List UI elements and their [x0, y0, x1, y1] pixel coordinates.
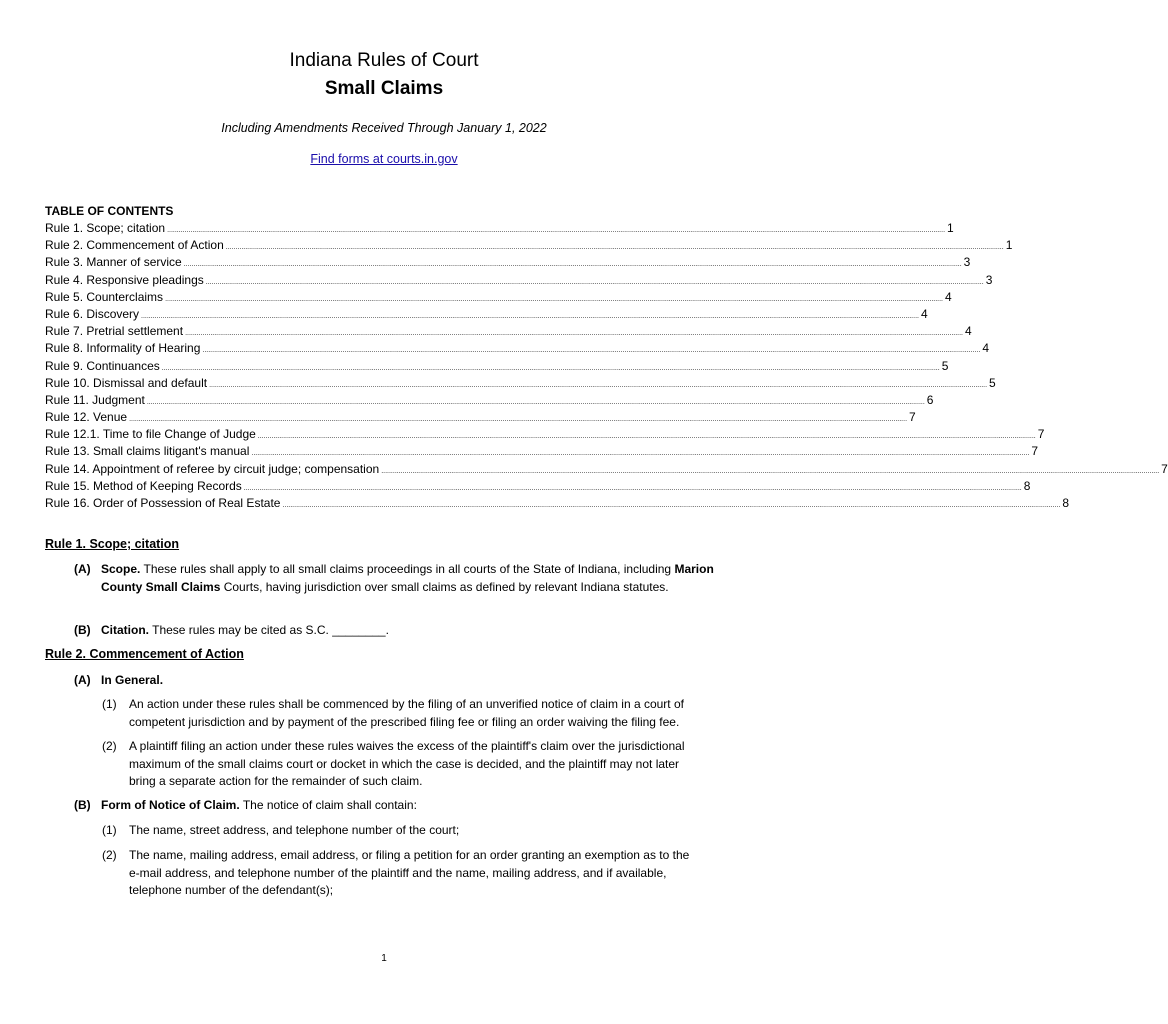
rule-2-b-title: Form of Notice of Claim.: [101, 798, 240, 812]
toc-entry-page: 4: [982, 341, 990, 356]
rule-1-b-title: Citation.: [101, 623, 149, 637]
rule-2-a-item-2-line3: bring a separate action for the remainder of such claim.: [129, 774, 423, 788]
rule-1-a-text3: statutes.: [623, 579, 669, 594]
toc-entry[interactable]: [45, 358, 949, 375]
toc-dot-leader: ................................................................................................................................................................................................................................................................................................................................................................................................................: [209, 381, 988, 389]
toc-dot-leader: ................................................................................................................................................................................................................................................................................................................................................................................................................: [282, 502, 1061, 509]
rule-2-a-marker: (A): [74, 673, 91, 687]
toc-entry-label: Rule 10. Dismissal and default: [45, 375, 208, 390]
toc-dot-leader: ................................................................................................................................................................................................................................................................................................................................................................................................................: [183, 261, 962, 269]
toc-entry-page: 4: [965, 324, 972, 339]
rule-2-b-text: The notice of claim shall contain:: [242, 798, 417, 812]
toc-entry-label: Rule 8. Informality of Hearing: [45, 341, 201, 356]
forms-link[interactable]: Find forms at courts.in.gov: [310, 152, 458, 166]
toc-entry[interactable]: [45, 495, 1070, 512]
toc-dot-leader: ................................................................................................................................................................................................................................................................................................................................................................................................................: [251, 450, 1030, 458]
rule-2-heading: Rule 2. Commencement of Action: [45, 647, 244, 661]
toc-entry-label: Rule 5. Counterclaims: [45, 289, 164, 304]
toc-entry-label: Rule 3. Manner of service: [45, 255, 182, 270]
page-number: 1: [381, 953, 387, 964]
toc-dot-leader: ................................................................................................................................................................................................................................................................................................................................................................................................................: [161, 364, 940, 372]
toc-entry-label: Rule 9. Continuances: [45, 358, 160, 373]
toc-entry-page: 4: [920, 306, 928, 321]
toc-dot-leader: ................................................................................................................................................................................................................................................................................................................................................................................................................: [202, 347, 981, 355]
toc-entry-page: 4: [945, 289, 952, 304]
toc-entry[interactable]: [45, 289, 952, 306]
toc-dot-leader: ................................................................................................................................................................................................................................................................................................................................................................................................................: [257, 433, 1036, 441]
toc-entry[interactable]: [45, 237, 1013, 254]
toc-entry[interactable]: [45, 409, 916, 426]
rule-1-heading: Rule 1. Scope; citation: [45, 537, 180, 551]
document-subtitle: Small Claims: [324, 78, 444, 99]
toc-entry-page: 7: [1161, 461, 1168, 476]
toc-entry-label: Rule 13. Small claims litigant's manual: [45, 444, 250, 459]
rule-2-a-item-2-line2: maximum of the small claims court or docket in which the case is decided, and the plaintiff may not later: [129, 756, 680, 771]
toc-dot-leader: ................................................................................................................................................................................................................................................................................................................................................................................................................: [381, 467, 1160, 475]
toc-entry[interactable]: [45, 306, 928, 323]
rule-2-b-item-1-line1: The name, street address, and telephone number of the court;: [129, 823, 460, 837]
toc-entry-label: Rule 2. Commencement of Action: [45, 238, 224, 253]
toc-entry[interactable]: [45, 461, 1168, 478]
toc-entry-label: Rule 11. Judgment: [45, 392, 145, 407]
toc-entry-label: Rule 6. Discovery: [45, 306, 140, 321]
toc-entry-page: 7: [1031, 444, 1038, 459]
toc-entry-page: 5: [989, 375, 996, 390]
toc-entry[interactable]: [45, 375, 996, 392]
toc-entry[interactable]: [45, 426, 1045, 443]
toc-list: [45, 220, 1168, 512]
rule-2-a-item-1-num: (1): [102, 697, 117, 711]
rule-1-b-text: These rules may be cited as S.C. ________.: [152, 623, 389, 637]
toc-entry[interactable]: [45, 323, 972, 340]
toc-entry-page: 8: [1062, 496, 1070, 510]
rule-1-b-marker: (B): [74, 623, 91, 637]
toc-heading: TABLE OF CONTENTS: [45, 204, 174, 218]
toc-entry-page: 1: [947, 221, 954, 235]
toc-entry-page: 6: [926, 392, 934, 407]
toc-entry-label: Rule 12. Venue: [45, 410, 128, 425]
toc-dot-leader: ................................................................................................................................................................................................................................................................................................................................................................................................................: [165, 295, 943, 303]
toc-entry-page: 7: [909, 410, 916, 425]
toc-entry-page: 7: [1037, 427, 1045, 442]
toc-entry-page: 1: [1005, 238, 1013, 253]
rule-2-a-item-1-line2: competent jurisdiction and by payment of the prescribed filing fee or filing an order waiving the filing fee.: [129, 714, 680, 729]
toc-entry-label: Rule 16. Order of Possession of Real Estate: [45, 496, 281, 510]
toc-entry-page: 5: [941, 358, 949, 373]
toc-entry[interactable]: [45, 443, 1038, 460]
toc-dot-leader: ................................................................................................................................................................................................................................................................................................................................................................................................................: [146, 398, 925, 406]
rule-2-b-item-2-line3: telephone number of the defendant(s);: [129, 883, 334, 897]
toc-entry[interactable]: [45, 340, 990, 357]
rule-1-a-text2: Courts, having jurisdiction over small claims as defined by relevant Indiana: [223, 579, 620, 594]
rule-2-b-item-2-line2: e-mail address, and telephone number of the plaintiff and the name, mailing address, and if available,: [129, 865, 667, 880]
toc-entry-label: Rule 12.1. Time to file Change of Judge: [45, 427, 256, 442]
toc-dot-leader: ................................................................................................................................................................................................................................................................................................................................................................................................................: [141, 312, 919, 320]
rule-2-a-item-2-num: (2): [102, 739, 117, 753]
toc-entry-label: Rule 15. Method of Keeping Records: [45, 478, 242, 493]
toc-dot-leader: ................................................................................................................................................................................................................................................................................................................................................................................................................: [129, 416, 908, 424]
toc-dot-leader: ................................................................................................................................................................................................................................................................................................................................................................................................................: [205, 278, 984, 286]
rule-2-a-item-2-line1: A plaintiff filing an action under these rules waives the excess of the plaintiff's claim over the jurisdictional: [129, 739, 685, 753]
rule-2-b-item-2-num: (2): [102, 848, 117, 862]
toc-entry-page: 3: [985, 272, 993, 287]
toc-entry-page: 3: [963, 255, 971, 270]
toc-entry[interactable]: [45, 392, 934, 409]
toc-entry[interactable]: [45, 478, 1031, 495]
forms-link-line: [0, 152, 768, 166]
toc-entry[interactable]: [45, 272, 993, 289]
toc-entry-label: Rule 7. Pretrial settlement: [45, 324, 184, 339]
toc-dot-leader: ................................................................................................................................................................................................................................................................................................................................................................................................................: [243, 484, 1022, 492]
rule-1-a-bold-phrase: Marion County Small Claims: [101, 562, 714, 594]
rule-1-a-title: Scope.: [101, 562, 141, 576]
rule-1-a-text1: These rules shall apply to all small claims proceedings in all courts of the State of Indiana, including: [143, 562, 672, 576]
toc-entry-label: Rule 4. Responsive pleadings: [45, 272, 204, 287]
toc-dot-leader: ................................................................................................................................................................................................................................................................................................................................................................................................................: [225, 244, 1004, 252]
table-of-contents: [45, 203, 1168, 512]
rule-2-b-item-1-num: (1): [102, 823, 117, 837]
toc-entry-label: Rule 14. Appointment of referee by circuit judge; compensation: [45, 461, 380, 476]
toc-dot-leader: ................................................................................................................................................................................................................................................................................................................................................................................................................: [185, 330, 963, 338]
toc-dot-leader: ................................................................................................................................................................................................................................................................................................................................................................................................................: [167, 227, 946, 234]
rule-1-a-marker: (A): [74, 562, 91, 576]
amendments-note: Including Amendments Received Through January 1, 2022: [221, 121, 547, 135]
rule-2-b-item-2-line1: The name, mailing address, email address, or filing a petition for an order granting an exemption as to the: [129, 848, 690, 862]
rule-2-a-title: In General.: [101, 673, 164, 687]
toc-entry[interactable]: [45, 254, 971, 271]
rule-2-b-marker: (B): [74, 798, 91, 812]
document-title: Indiana Rules of Court: [289, 50, 479, 71]
toc-entry[interactable]: [45, 220, 954, 237]
toc-entry-label: Rule 1. Scope; citation: [45, 221, 166, 235]
rule-2-a-item-1-line1: An action under these rules shall be commenced by the filing of an unverified notice of claim in a court of: [129, 697, 684, 711]
toc-entry-page: 8: [1023, 478, 1031, 493]
